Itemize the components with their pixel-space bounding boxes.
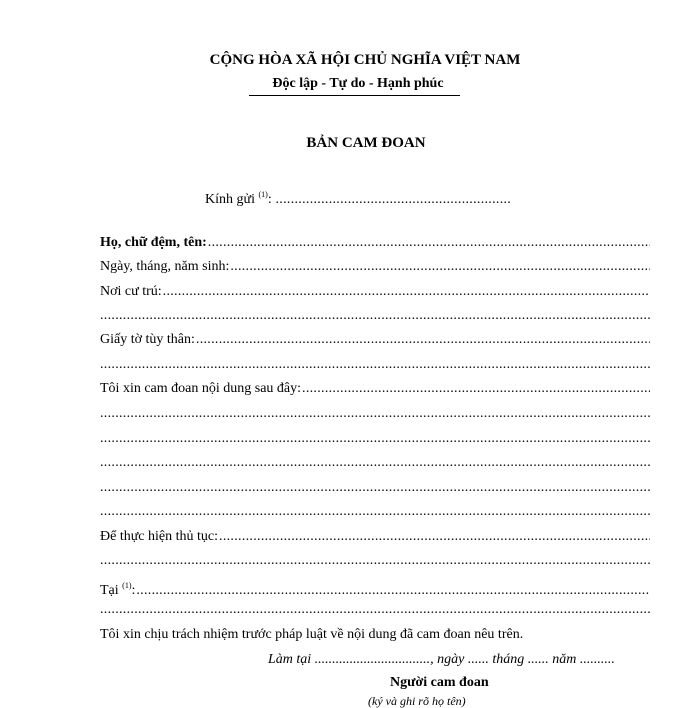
id-document-field-line-2[interactable] <box>100 355 650 375</box>
procedure-field-line-2[interactable] <box>100 551 650 571</box>
residence-label: Nơi cư trú: <box>100 284 162 299</box>
declare-content-fill-6 <box>100 502 650 522</box>
place-date-line[interactable]: Làm tại ................................., ngày ...... tháng ...... năm .......... <box>268 652 615 667</box>
declare-content-fill-5 <box>100 478 650 498</box>
birth-date-fill <box>230 257 650 277</box>
declare-content-field[interactable] <box>100 379 650 399</box>
declare-content-line-5[interactable] <box>100 478 650 498</box>
residence-field[interactable] <box>100 282 650 302</box>
location-label <box>100 576 136 596</box>
declare-content-fill-3 <box>100 429 650 449</box>
recipient-label: Kính gửi <box>205 192 255 207</box>
declare-content-line-4[interactable] <box>100 453 650 473</box>
full-name-label: Họ, chữ đệm, tên: <box>100 235 207 250</box>
declare-content-fill <box>302 379 650 399</box>
location-fill <box>136 581 650 596</box>
declare-content-fill-4 <box>100 453 650 473</box>
recipient-fill: .............................................................. <box>271 192 512 207</box>
national-motto: Độc lập - Tự do - Hạnh phúc <box>272 76 444 91</box>
declare-content-label: Tôi xin cam đoan nội dung sau đây: <box>100 381 302 396</box>
id-document-label: Giấy tờ tùy thân: <box>100 332 195 347</box>
signer-note: (ký và ghi rõ họ tên) <box>368 694 466 708</box>
birth-date-field[interactable] <box>100 257 650 277</box>
location-footnote-mark: (1) <box>122 581 132 590</box>
full-name-field[interactable] <box>100 233 650 253</box>
full-name-fill <box>208 233 650 253</box>
procedure-label: Để thực hiện thủ tục: <box>100 529 219 544</box>
procedure-fill-2 <box>100 551 650 571</box>
national-heading: CỘNG HÒA XÃ HỘI CHỦ NGHĨA VIỆT NAM <box>209 52 521 68</box>
procedure-field[interactable] <box>100 527 650 547</box>
location-label-text: Tại <box>100 583 123 596</box>
location-field[interactable] <box>100 576 650 596</box>
responsibility-statement: Tôi xin chịu trách nhiệm trước pháp luật về nội dung đã cam đoan nêu trên. <box>100 627 524 642</box>
residence-fill-2 <box>100 306 650 326</box>
recipient-footnote-mark: (1) <box>258 190 268 199</box>
procedure-fill <box>219 527 650 547</box>
location-field-line-2[interactable] <box>100 600 650 620</box>
declare-content-line-2[interactable] <box>100 404 650 424</box>
declare-content-fill-2 <box>100 404 650 424</box>
declare-content-line-3[interactable] <box>100 429 650 449</box>
residence-field-line-2[interactable] <box>100 306 650 326</box>
document-title: BẢN CAM ĐOAN <box>306 135 426 151</box>
recipient-line[interactable] <box>205 185 511 210</box>
location-fill-2 <box>100 600 650 620</box>
residence-fill <box>163 282 650 302</box>
recipient-colon: : <box>267 192 272 207</box>
motto-underline <box>249 95 460 96</box>
declare-content-line-6[interactable] <box>100 502 650 522</box>
id-document-field[interactable] <box>100 330 650 350</box>
id-document-fill <box>196 330 650 350</box>
birth-date-label: Ngày, tháng, năm sinh: <box>100 259 230 274</box>
signer-title: Người cam đoan <box>390 675 489 690</box>
location-colon: : <box>131 583 136 596</box>
id-document-fill-2 <box>100 355 650 375</box>
